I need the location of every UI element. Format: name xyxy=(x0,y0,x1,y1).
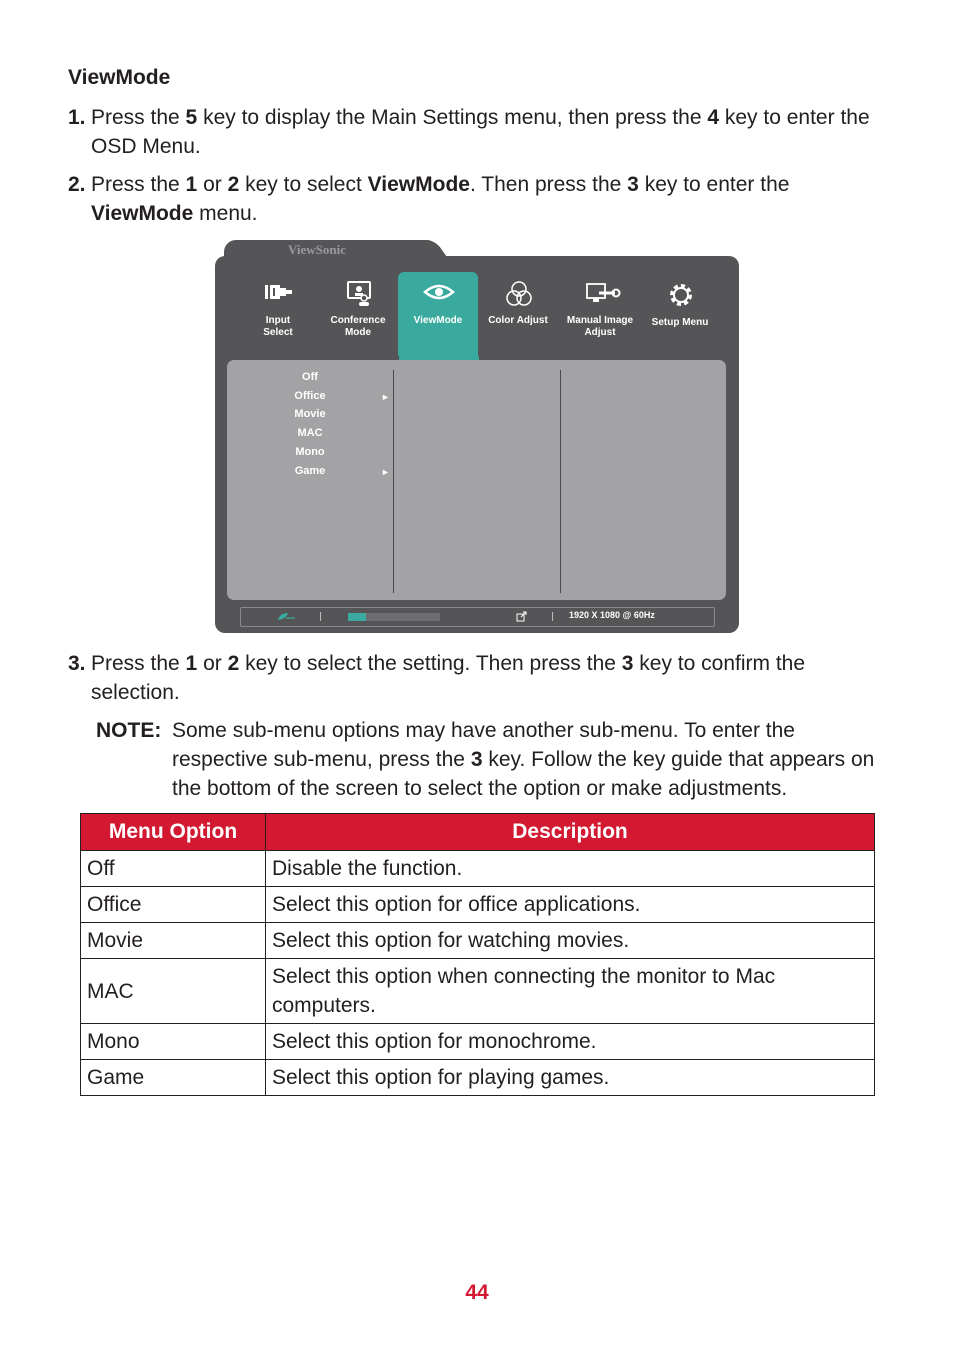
osd-menu-setup-menu[interactable] xyxy=(640,272,720,348)
brightness-level-bar xyxy=(348,613,440,621)
submenu-item-mono[interactable]: Mono xyxy=(295,446,325,458)
table-cell: MAC xyxy=(81,959,266,1024)
note-label: NOTE: xyxy=(96,719,162,742)
brand-logo: ViewSonic xyxy=(288,242,347,257)
table-cell: Mono xyxy=(81,1024,266,1060)
link-icon xyxy=(516,611,528,622)
page-number: 44 xyxy=(465,1281,489,1304)
section-title: ViewMode xyxy=(68,66,171,89)
gear-icon xyxy=(665,280,697,310)
submenu-item-movie[interactable]: Movie xyxy=(294,408,326,420)
color-adjust-icon xyxy=(503,280,535,308)
table-cell: Disable the function. xyxy=(266,851,875,887)
input-select-icon xyxy=(263,280,295,304)
footer-separator xyxy=(552,612,553,621)
menu-label: ViewMode xyxy=(413,315,463,326)
eye-icon xyxy=(423,280,455,304)
menu-label: Color Adjust xyxy=(488,315,548,326)
submenu-item-mac[interactable]: MAC xyxy=(297,427,323,439)
footer-separator xyxy=(320,612,321,621)
menu-label: Select xyxy=(263,327,293,338)
conference-mode-icon xyxy=(343,280,375,306)
submenu-item-game[interactable]: Game xyxy=(294,465,326,477)
osd-menu-viewmode[interactable] xyxy=(398,272,478,356)
column-header: Description xyxy=(266,814,875,851)
table-cell: Off xyxy=(81,851,266,887)
submenu-item-office[interactable]: Office xyxy=(294,390,326,402)
submenu-arrow-icon: ► xyxy=(381,392,390,402)
menu-label: Conference xyxy=(330,315,386,326)
osd-menu-input-select[interactable] xyxy=(238,272,318,348)
table-cell: Select this option for playing games. xyxy=(266,1060,875,1096)
step-number: 1. xyxy=(68,106,86,129)
table-row xyxy=(81,959,875,1024)
table-cell: Select this option for office applications. xyxy=(266,887,875,923)
step-text: Press the 1 or 2 key to select the setting. Then press the 3 key to confirm the selection. xyxy=(91,652,806,704)
table-cell: Select this option when connecting the monitor to Mac computers. xyxy=(266,959,875,1024)
menu-label: Mode xyxy=(344,327,372,338)
table-row xyxy=(81,851,875,887)
table-row xyxy=(81,1060,875,1096)
table-row xyxy=(81,923,875,959)
resolution-readout: 1920 X 1080 @ 60Hz xyxy=(569,610,655,620)
submenu-item-off[interactable]: Off xyxy=(302,371,318,383)
submenu-arrow-icon: ► xyxy=(381,467,390,477)
step-text: Press the 5 key to display the Main Settings menu, then press the 4 key to enter the OSD Menu. xyxy=(91,106,870,158)
step-number: 2. xyxy=(68,173,86,196)
note-text: Some sub-menu options may have another sub-menu. To enter the respective sub-menu, press the 3 key. Follow the key guide that appears on the bottom of the screen to select the option or make adjustments. xyxy=(172,719,875,800)
table-row xyxy=(81,1024,875,1060)
menu-label: Adjust xyxy=(584,327,616,338)
osd-menu-color-adjust[interactable] xyxy=(478,272,558,348)
osd-menu-conference-mode[interactable] xyxy=(318,272,398,348)
menu-label: Input xyxy=(265,315,291,326)
table-row xyxy=(81,887,875,923)
step-number: 3. xyxy=(68,652,86,675)
osd-menu-manual-image-adjust[interactable] xyxy=(560,272,640,348)
panel-divider xyxy=(393,370,394,593)
menu-label: Setup Menu xyxy=(651,317,709,328)
step-text: Press the 1 or 2 key to select ViewMode. Then press the 3 key to enter the ViewMode menu. xyxy=(91,173,790,225)
table-cell: Office xyxy=(81,887,266,923)
manual-image-adjust-icon xyxy=(585,280,621,306)
table-cell: Movie xyxy=(81,923,266,959)
table-cell: Select this option for watching movies. xyxy=(266,923,875,959)
column-header: Menu Option xyxy=(81,814,266,851)
table-cell: Game xyxy=(81,1060,266,1096)
menu-options-table xyxy=(80,813,875,1096)
table-cell: Select this option for monochrome. xyxy=(266,1024,875,1060)
energy-leaf-icon xyxy=(276,611,296,621)
panel-divider xyxy=(560,370,561,593)
table-header-row xyxy=(81,814,875,851)
menu-label: Manual Image xyxy=(566,315,634,326)
